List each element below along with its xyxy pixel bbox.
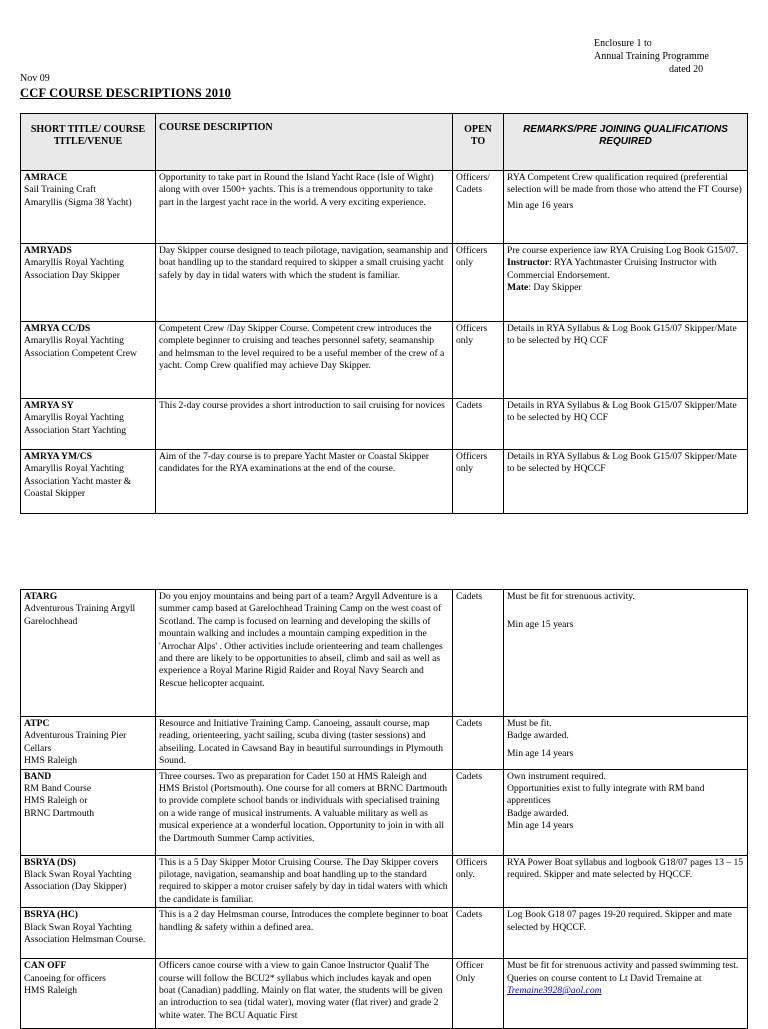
course-code: AMRYA CC/DS xyxy=(24,323,91,334)
remarks: Must be fit for strenuous activity. xyxy=(507,591,635,602)
remarks-line: Badge awarded. xyxy=(507,807,569,819)
remarks-queries: Queries on course content to Lt David Tremaine at xyxy=(507,972,702,984)
course-venue: HMS Raleigh xyxy=(24,985,78,997)
course-code: CAN OFF xyxy=(24,960,67,972)
open-to: Officer Only xyxy=(453,959,504,1029)
course-table xyxy=(20,113,748,514)
course-venue: HMS Raleigh xyxy=(24,755,78,767)
page-title: CCF COURSE DESCRIPTIONS 2010 xyxy=(20,86,232,100)
course-description: Officers canoe course with a view to gain Canoe Instructor Qualif The course will follow the BCU2* syllabus which includes kayak and open boat (Canadian) paddling. Mainly on flat water, the students will be given an introduction to sea (tidal water), moving water (flat river) and grade 2 white water. The BCU Aquatic First xyxy=(156,959,453,1029)
course-code: BSRYA (DS) xyxy=(24,856,76,868)
course-description: Opportunity to take part in Round the Island Yacht Race (Isle of Wight) along with over 1500+ yachts. This is a tremendous opportunity to take part in the largest yacht race in the world. A very exciting experience. xyxy=(156,171,453,244)
course-venue: Amaryllis Royal Yachting Association Day Skipper xyxy=(24,257,124,281)
course-description: This is a 2 day Helmsman course, Introduces the complete beginner to boat handling & safety within a defined area. xyxy=(156,908,453,959)
instructor-label: Instructor xyxy=(507,257,550,269)
remarks: RYA Competent Crew qualification required (preferential selection will be made from those who attend the FT Course) xyxy=(507,172,742,196)
open-to: Officers only xyxy=(453,244,504,322)
course-venue: Adventurous Training Pier Cellars xyxy=(24,730,127,754)
header-description: COURSE DESCRIPTION xyxy=(156,114,453,171)
remarks: Details in RYA Syllabus & Log Book G15/07 Skipper/Mate to be selected by HQ CCF xyxy=(504,399,748,450)
open-to: Cadets xyxy=(453,590,504,717)
header-short-title: SHORT TITLE/ COURSE TITLE/VENUE xyxy=(21,114,156,171)
remarks: RYA Power Boat syllabus and logbook G18/07 pages 13 – 15 required. Skipper and mate selected by HQCCF. xyxy=(504,855,748,908)
open-to: Officers only xyxy=(453,322,504,399)
table-row xyxy=(21,717,748,770)
email-link[interactable]: Tremaine3928@aol.com xyxy=(507,985,602,997)
course-description: Aim of the 7-day course is to prepare Yacht Master or Coastal Skipper candidates for the RYA examinations at the end of the course. xyxy=(156,450,453,514)
document-date: Nov 09 xyxy=(20,73,50,84)
course-code: AMRYA SY xyxy=(24,400,74,411)
open-to: Officers/ Cadets xyxy=(453,171,504,244)
remarks: Details in RYA Syllabus & Log Book G15/07 Skipper/Mate to be selected by HQCCF xyxy=(504,450,748,514)
course-code: ATPC xyxy=(24,718,50,729)
remarks-line: Badge awarded. xyxy=(507,730,569,742)
mate-text: : Day Skipper xyxy=(528,282,582,294)
remarks-line: Own instrument required. xyxy=(507,770,606,782)
course-venue: Canoeing for officers xyxy=(24,972,106,984)
course-description: This is a 5 Day Skipper Motor Cruising Course. The Day Skipper covers pilotage, navigation, seamanship and boat handling up to the standard required to skipper a motor cruiser safely by day in tidal waters with which the candidate is familiar. xyxy=(156,855,453,908)
course-description: Do you enjoy mountains and being part of a team? Argyll Adventure is a summer camp based at Garelochhead Training Camp on the west coast of Scotland. The camp is focused on learning and developing the skills of mountain walking and includes a mountain camping expedition in the 'Arrochar Alps' . Other activities include orienteering and team challenges and there are likely to be opportunities to abseil, climb and sail as well as experience a Royal Marine Rigid Raider and Royal Navy Search and Rescue helicopter acquaint. xyxy=(156,590,453,717)
table-row xyxy=(21,590,748,717)
enclosure-line: Enclosure 1 to xyxy=(594,38,652,49)
remarks: Log Book G18 07 pages 19-20 required. Skipper and mate selected by HQCCF. xyxy=(504,908,748,959)
open-to: Officers only xyxy=(453,450,504,514)
course-code: ATARG xyxy=(24,591,58,602)
open-to: Cadets xyxy=(453,717,504,770)
course-venue: Amaryllis Royal Yachting Association Start Yachting xyxy=(24,412,127,436)
course-venue: Black Swan Royal Yachting Association Helmsman Course. xyxy=(24,921,146,946)
remarks: Details in RYA Syllabus & Log Book G15/07 Skipper/Mate to be selected by HQ CCF xyxy=(504,322,748,399)
open-to: Cadets xyxy=(453,399,504,450)
open-to: Cadets xyxy=(453,769,504,855)
table-row xyxy=(21,244,748,322)
mate-label: Mate xyxy=(507,282,529,294)
remarks-min-age: Min age 16 years xyxy=(507,199,574,211)
instructor-text: : RYA Yachtmaster Cruising Instructor with Commercial Endorsement. xyxy=(507,257,717,281)
table-row xyxy=(21,959,748,1029)
course-venue: Black Swan Royal Yachting Association (Day Skipper) xyxy=(24,869,132,893)
remarks-line: Opportunities exist to fully integrate with RM band apprentices xyxy=(507,783,705,807)
remarks-line: Min age 14 years xyxy=(507,820,574,832)
remarks-line: Must be fit. xyxy=(507,718,552,729)
enclosure-line: Annual Training Programme xyxy=(594,51,709,62)
course-code: AMRACE xyxy=(24,172,68,183)
course-description: Resource and Initiative Training Camp. Canoeing, assault course, map reading, orienteering, yacht sailing, scuba diving (taster sessions) and abseiling. Located in Cawsand Bay in beautiful surroundings in Plymouth Sound. xyxy=(156,717,453,770)
course-code: BSRYA (HC) xyxy=(24,909,78,921)
course-code: BAND xyxy=(24,770,52,782)
table-header-row xyxy=(21,114,748,171)
course-venue: HMS Raleigh or xyxy=(24,795,88,807)
table-row xyxy=(21,908,748,959)
table-row xyxy=(21,322,748,399)
table-row xyxy=(21,450,748,514)
enclosure-block xyxy=(594,37,709,76)
remarks-min-age: Min age 14 years xyxy=(507,747,574,759)
course-code: AMRYA YM/CS xyxy=(24,451,92,462)
course-description: Competent Crew /Day Skipper Course. Competent crew introduces the complete beginner to cruising and teaches personnel safety, seamanship and helmsman to the level required to be a useful member of the crew of a yacht. Comp Crew qualified may achieve Day Skipper. xyxy=(156,322,453,399)
course-description: Three courses. Two as preparation for Cadet 150 at HMS Raleigh and HMS Bristol (Portsmouth). One course for all comers at BRNC Dartmouth to provide complete school bands or individuals with specialised training on a wide range of musical instruments. A valuable military as well as musical experience at a wonderful location. Opportunity to join in with all the Dartmouth Summer Camp activities. xyxy=(156,769,453,855)
course-venue: Adventurous Training Argyll Garelochhead xyxy=(24,603,136,627)
course-venue: BRNC Dartmouth xyxy=(24,807,95,819)
header-open-to: OPEN TO xyxy=(453,114,504,171)
table-row xyxy=(21,855,748,908)
course-table xyxy=(20,589,748,1029)
table-row xyxy=(21,769,748,855)
enclosure-line: dated 20 xyxy=(669,64,704,75)
course-description: Day Skipper course designed to teach pilotage, navigation, seamanship and boat handling up to the standard required to skipper a small cruising yacht safely by day in tidal waters with which the student is familiar. xyxy=(156,244,453,322)
course-venue: RM Band Course xyxy=(24,783,92,795)
course-venue: Sail Training Craft xyxy=(24,184,96,196)
remarks: Must be fit for strenuous activity and passed swimming test. xyxy=(507,960,739,972)
open-to: Officers only. xyxy=(453,855,504,908)
course-venue: Amaryllis Royal Yachting Association Yacht master & Coastal Skipper xyxy=(24,463,132,500)
header-remarks: REMARKS/PRE JOINING QUALIFICATIONS REQUIRED xyxy=(504,114,748,171)
course-venue: Amaryllis (Sigma 38 Yacht) xyxy=(24,196,132,208)
table-row xyxy=(21,399,748,450)
remarks: Pre course experience iaw RYA Cruising Log Book G15/07. xyxy=(507,245,739,256)
course-code: AMRYADS xyxy=(24,245,72,256)
table-row xyxy=(21,171,748,244)
course-description: This 2-day course provides a short introduction to sail cruising for novices xyxy=(156,399,453,450)
course-venue: Amaryllis Royal Yachting Association Competent Crew xyxy=(24,335,137,359)
open-to: Cadets xyxy=(453,908,504,959)
remarks-min-age: Min age 15 years xyxy=(507,619,574,631)
